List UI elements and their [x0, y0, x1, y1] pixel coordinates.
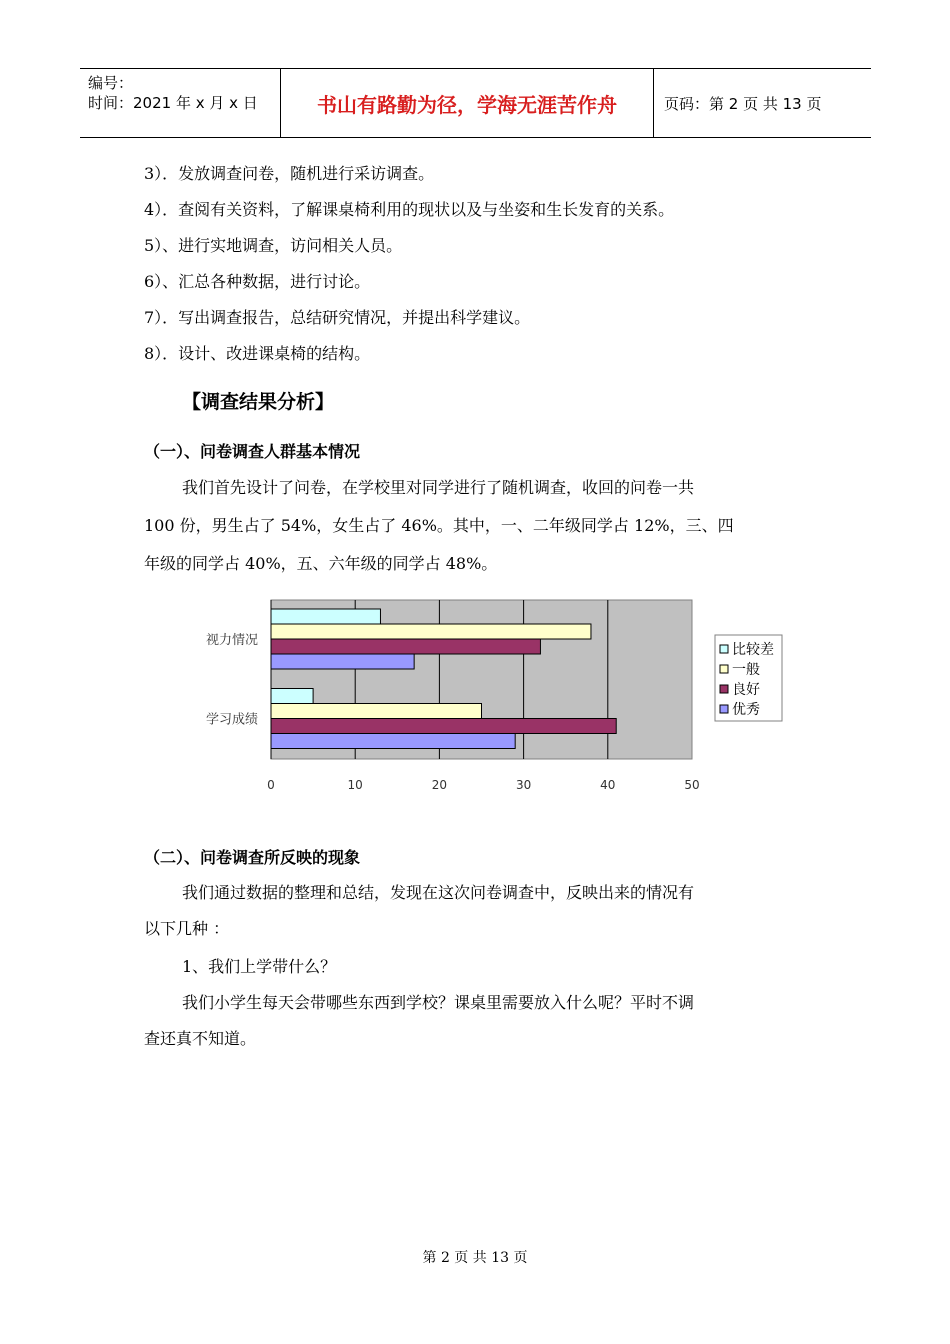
step-6: 6）、汇总各种数据，进行讨论。 [144, 272, 371, 291]
bar [271, 719, 616, 734]
x-tick-label: 40 [600, 778, 616, 792]
bar [271, 639, 540, 654]
header-motto: 书山有路勤为径，学海无涯苦作舟 [281, 69, 654, 137]
x-tick-label: 50 [684, 778, 700, 792]
x-tick-label: 0 [267, 778, 275, 792]
bar [271, 654, 414, 669]
legend-label: 优秀 [732, 702, 760, 718]
bar-chart [190, 590, 790, 800]
part2-line-5: 查还真不知道。 [144, 1029, 257, 1048]
number-label: 编号： [88, 74, 134, 92]
part1-line-2: 100 份，男生占了 54%，女生占了 46%。其中，一、二年级同学占 12%，三、四 [144, 516, 734, 535]
step-4: 4）．查阅有关资料，了解课桌椅利用的现状以及与坐姿和生长发育的关系。 [144, 200, 675, 219]
bar [271, 609, 380, 624]
legend-swatch [720, 665, 728, 673]
part2-line-2: 以下几种 ： [144, 919, 230, 938]
legend-label: 一般 [732, 662, 760, 678]
legend-label: 良好 [732, 682, 760, 698]
bar [271, 689, 313, 704]
step-8: 8）．设计、改进课桌椅的结构。 [144, 344, 371, 363]
part2-line-4: 我们小学生每天会带哪些东西到学校？课桌里需要放入什么呢？平时不调 [182, 993, 695, 1012]
bar [271, 734, 515, 749]
x-tick-label: 20 [431, 778, 448, 792]
header-meta [80, 69, 281, 137]
legend-swatch [720, 685, 728, 693]
x-tick-label: 30 [515, 778, 532, 792]
x-tick-label: 10 [347, 778, 363, 792]
step-5: 5）、进行实地调查，访问相关人员。 [144, 236, 403, 255]
legend-swatch [720, 705, 728, 713]
page-footer: 第 2 页 共 13 页 [422, 1250, 528, 1266]
part1-title: （一）、问卷调查人群基本情况 [144, 442, 361, 461]
header-page-info: 页码：第 2 页 共 13 页 [664, 94, 822, 113]
step-3: 3）．发放调查问卷，随机进行采访调查。 [144, 164, 435, 183]
bar [271, 704, 482, 719]
legend-swatch [720, 645, 728, 653]
category-label: 视力情况 [205, 633, 258, 648]
part1-line-1: 我们首先设计了问卷，在学校里对同学进行了随机调查，收回的问卷一共 [182, 478, 695, 497]
bar [271, 624, 591, 639]
document-header [80, 68, 871, 138]
part2-line-1: 我们通过数据的整理和总结，发现在这次问卷调查中，反映出来的情况有 [182, 883, 695, 902]
part2-title: （二）、问卷调查所反映的现象 [144, 848, 361, 867]
category-label: 学习成绩 [205, 712, 258, 728]
legend-label: 比较差 [732, 642, 774, 658]
part1-line-3: 年级的同学占 40%，五、六年级的同学占 48%。 [144, 554, 498, 573]
part2-line-3: 1、我们上学带什么？ [182, 957, 337, 976]
section-title: 【调查结果分析】 [182, 391, 335, 413]
date-label: 时间：2021 年 x 月 x 日 [88, 94, 258, 112]
step-7: 7）．写出调查报告，总结研究情况，并提出科学建议。 [144, 308, 531, 327]
